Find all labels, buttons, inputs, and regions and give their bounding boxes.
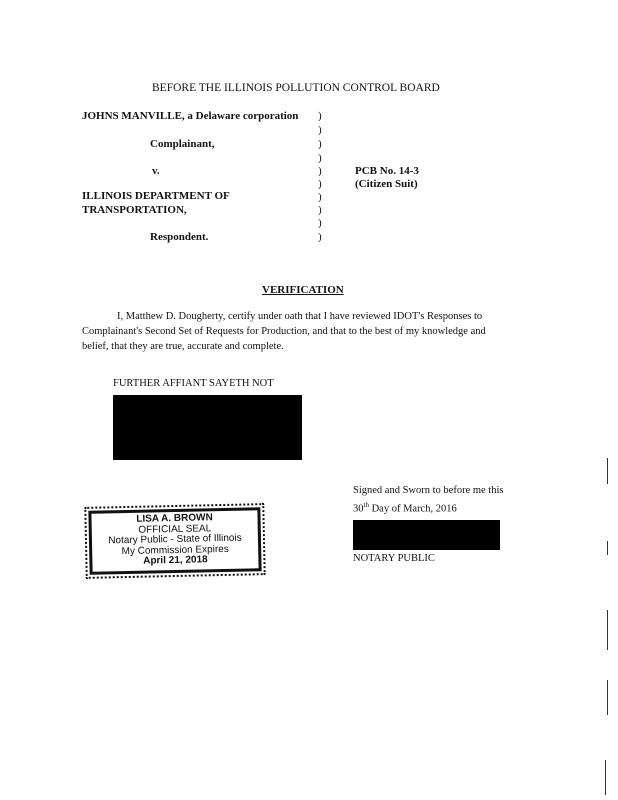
scan-artifact-line — [607, 458, 608, 484]
scan-artifact-line — [607, 610, 608, 650]
jurat-day: 30 — [353, 503, 364, 515]
notary-public-label: NOTARY PUBLIC — [353, 553, 435, 564]
redacted-signature — [113, 395, 302, 460]
caption-paren: ) — [318, 191, 322, 203]
caption-paren: ) — [318, 178, 322, 190]
caption-paren: ) — [318, 152, 322, 164]
scan-artifact-line — [605, 760, 606, 795]
case-number: PCB No. 14-3 — [355, 165, 419, 177]
jurat-line1: Signed and Sworn to before me this — [353, 485, 504, 496]
defendant-name-line1: ILLINOIS DEPARTMENT OF — [82, 190, 230, 202]
caption-paren: ) — [318, 124, 322, 136]
caption-paren: ) — [318, 204, 322, 216]
affiant-statement: FURTHER AFFIANT SAYETH NOT — [113, 378, 274, 389]
jurat-month-year: Day of March, 2016 — [368, 503, 457, 515]
plaintiff-name: JOHNS MANVILLE, a Delaware corporation — [82, 110, 299, 122]
verification-body-line2: Complainant's Second Set of Requests for Production, and that to the best of my knowledge and — [82, 326, 486, 337]
caption-paren: ) — [318, 165, 322, 177]
jurat-line2 — [353, 498, 457, 517]
caption-paren: ) — [318, 217, 322, 229]
jurat-day-suffix: th — [363, 501, 369, 509]
defendant-role: Respondent. — [150, 231, 209, 243]
caption-paren: ) — [318, 138, 322, 150]
versus-label: v. — [152, 165, 160, 177]
document-heading: BEFORE THE ILLINOIS POLLUTION CONTROL BOARD — [152, 82, 440, 94]
seal-commission: My Commission Expires — [121, 543, 229, 557]
redacted-notary-signature — [353, 520, 500, 550]
defendant-name-line2: TRANSPORTATION, — [82, 204, 187, 216]
verification-body-line3: belief, that they are true, accurate and complete. — [82, 341, 284, 352]
caption-paren: ) — [318, 231, 322, 243]
seal-title: OFFICIAL SEAL — [138, 522, 212, 536]
caption-paren: ) — [318, 110, 322, 122]
scan-artifact-line — [607, 680, 608, 715]
scan-artifact-line — [607, 541, 608, 555]
plaintiff-role: Complainant, — [150, 138, 215, 150]
seal-notary-name: LISA A. BROWN — [136, 512, 213, 525]
case-type: (Citizen Suit) — [355, 178, 418, 190]
notary-seal-stamp — [88, 507, 261, 575]
seal-expiration-date: April 21, 2018 — [143, 554, 208, 567]
seal-state: Notary Public - State of Illinois — [108, 532, 242, 547]
verification-body-line1: I, Matthew D. Dougherty, certify under oath that I have reviewed IDOT's Responses to — [117, 311, 483, 322]
verification-title: VERIFICATION — [262, 284, 344, 296]
